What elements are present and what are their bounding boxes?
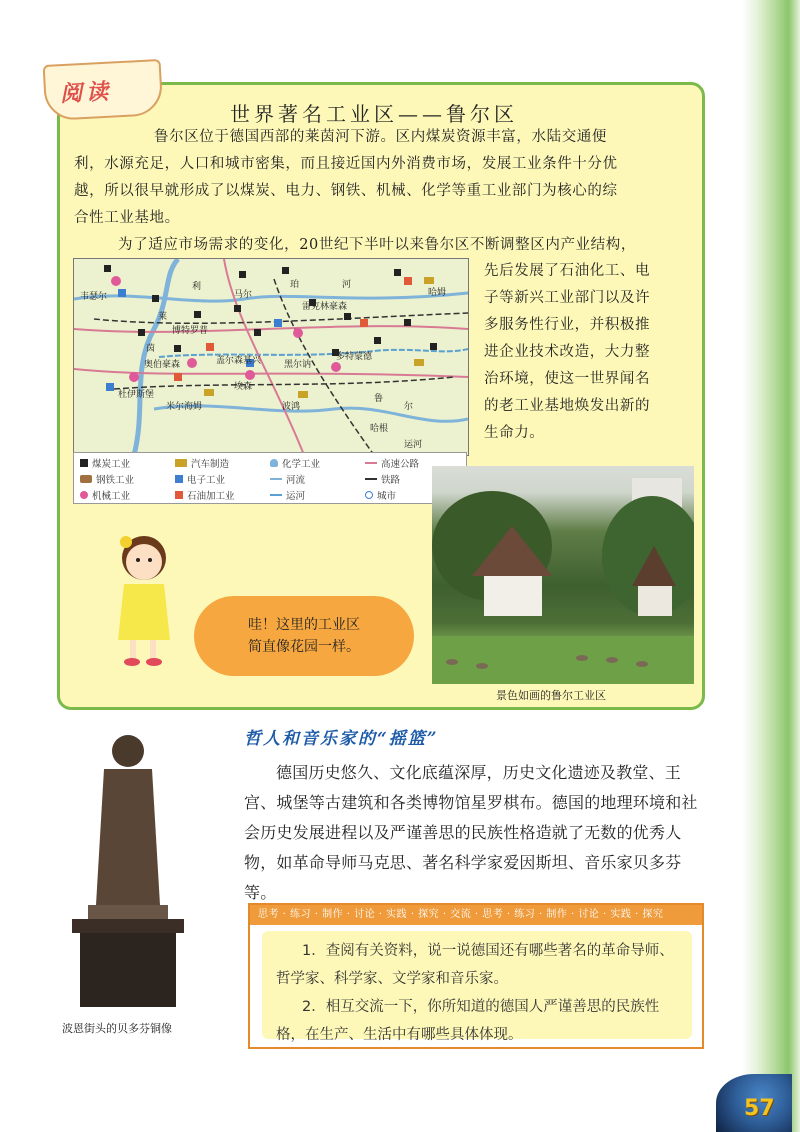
legend-label: 电子工业 <box>187 475 226 486</box>
map-label-hamm: 哈姆 <box>428 287 447 297</box>
map-label-mulheim: 米尔海姆 <box>166 401 203 411</box>
chemical-symbol <box>270 459 278 467</box>
legend-label: 机械工业 <box>92 491 131 502</box>
car-symbol <box>175 459 187 467</box>
map-label-oberhausen: 奥伯豪森 <box>144 359 181 369</box>
map-label-moers: 韦瑟尔 <box>80 291 108 301</box>
statue-pedestal <box>80 933 176 1007</box>
map-label-duisburg: 杜伊斯堡 <box>118 389 155 399</box>
girl-bow <box>120 536 132 548</box>
map-label-river3: 河 <box>342 279 352 289</box>
city-symbol <box>365 491 373 499</box>
machinery-symbol <box>80 491 88 499</box>
ruhr-landscape-photo <box>432 466 694 684</box>
speech-bubble-text: 哇！这里的工业区 简直像花园一样。 <box>248 617 360 655</box>
reading-paragraph-1 <box>74 124 700 232</box>
map-label-marl: 马尔 <box>234 289 253 299</box>
legend-label: 钢铁工业 <box>96 475 135 486</box>
map-legend <box>73 452 467 504</box>
exercise-inner <box>262 931 692 1043</box>
section-paragraph-text: 德国历史悠久、文化底蕴深厚，历史文化遗迹及教堂、王宫、城堡等古建筑和各类博物馆星罗棋布。德国的地理环境和社会历史发展进程以及严谨善思的民族性格造就了无数的优秀人物，如革命导师马克思、著名科学家爱因斯坦、音乐家贝多芬等。 <box>244 763 698 902</box>
speech-bubble <box>194 596 414 676</box>
ruhr-photo-illustration <box>432 466 694 684</box>
canal-symbol <box>270 494 282 496</box>
side-line: 先后发展了石油化工、电 <box>484 263 651 279</box>
ruhr-map <box>73 258 469 456</box>
section-paragraph <box>244 758 704 908</box>
legend-item <box>270 455 365 471</box>
legend-label: 铁路 <box>381 475 401 486</box>
map-label-river7: 尔 <box>404 401 414 411</box>
statue-plinth-top <box>88 905 168 919</box>
cartoon-girl <box>104 528 174 668</box>
railway-line-2 <box>114 377 454 389</box>
legend-label: 汽车制造 <box>191 459 230 470</box>
exercise-item-2: 2．相互交流一下，你所知道的德国人严谨善思的民族性格，在生产、生活中有哪些具体体现。 <box>276 999 660 1043</box>
legend-item <box>270 471 365 487</box>
page-number: 57 <box>744 1096 775 1121</box>
legend-label: 河流 <box>286 475 306 486</box>
statue-caption: 波恩街头的贝多芬铜像 <box>62 1022 172 1035</box>
river-symbol <box>270 478 282 480</box>
legend-item <box>175 455 270 471</box>
beethoven-statue-image <box>66 725 190 1015</box>
statue-illustration <box>66 725 190 1015</box>
steel-symbol <box>80 475 92 483</box>
railway-symbol <box>365 478 377 480</box>
map-label-canal: 运河 <box>404 439 423 449</box>
legend-label: 煤炭工业 <box>92 459 131 470</box>
reading-title: 世界著名工业区——鲁尔区 <box>230 102 518 126</box>
reading-badge <box>43 59 164 121</box>
legend-label: 石油加工业 <box>187 491 235 502</box>
para1-line-2: 利，水源充足，人口和城市密集，而且接近国内外消费市场，发展工业条件十分优 <box>74 156 618 172</box>
oil-symbol <box>175 491 183 499</box>
legend-label: 化学工业 <box>282 459 321 470</box>
reading-side-text <box>484 258 694 447</box>
para1-line-1: 鲁尔区位于德国西部的莱茵河下游。区内煤炭资源丰富，水陆交通便 <box>154 129 607 145</box>
side-line: 进企业技术改造，大力整 <box>484 344 651 360</box>
map-label-herne: 黑尔讷 <box>284 359 312 369</box>
map-label-river2: 珀 <box>290 279 300 289</box>
motorway-symbol <box>365 462 377 464</box>
statue-cornice <box>72 919 184 933</box>
decorative-green-stripe <box>742 0 800 1132</box>
map-label-gelsenkirchen: 盖尔森基兴 <box>216 355 262 365</box>
exercise-item-1: 1．查阅有关资料，说一说德国还有哪些著名的革命导师、哲学家、科学家、文学家和音乐家。 <box>276 943 674 987</box>
side-line: 子等新兴工业部门以及许 <box>484 290 651 306</box>
map-label-dortmund: 多特蒙德 <box>336 351 373 361</box>
map-label-river4: 莱 <box>158 311 168 321</box>
statue-body <box>96 769 160 905</box>
canal-line <box>159 349 468 357</box>
meadow <box>432 636 694 684</box>
reading-paragraph-2-line: 为了适应市场需求的变化，20世纪下半叶以来鲁尔区不断调整区内产业结构， <box>118 237 636 253</box>
side-line: 的老工业基地焕发出新的 <box>484 398 651 414</box>
para1-line-3: 越，所以很早就形成了以煤炭、电力、钢铁、机械、化学等重工业部门为核心的综 <box>74 183 618 199</box>
side-line: 治环境，使这一世界闻名 <box>484 371 651 387</box>
legend-label: 高速公路 <box>381 459 420 470</box>
legend-item <box>175 471 270 487</box>
map-label-river5: 茵 <box>146 343 156 353</box>
cartoon-girl-illustration <box>104 528 174 668</box>
map-label-river1: 利 <box>192 281 202 291</box>
legend-item <box>270 487 365 503</box>
legend-label: 运河 <box>286 491 306 502</box>
legend-item <box>80 455 175 471</box>
photo-caption: 景色如画的鲁尔工业区 <box>496 689 606 702</box>
girl-dress <box>118 584 170 640</box>
statue-head <box>112 735 144 767</box>
para1-line-4: 合性工业基地。 <box>74 210 180 226</box>
girl-face <box>126 544 162 580</box>
map-label-river6: 鲁 <box>374 393 384 403</box>
legend-item <box>80 487 175 503</box>
electronics-symbol <box>175 475 183 483</box>
legend-item <box>80 471 175 487</box>
house-wall-2 <box>638 586 672 616</box>
map-label-recklinghausen: 雷克林豪森 <box>302 301 348 311</box>
map-label-bottrop: 博特罗普 <box>172 325 209 335</box>
ruhr-map-svg <box>74 259 468 455</box>
river-lippe <box>74 293 468 301</box>
side-line: 多服务性行业，并积极推 <box>484 317 651 333</box>
legend-item <box>175 487 270 503</box>
legend-label: 城市 <box>377 491 397 502</box>
side-line: 生命力。 <box>484 425 545 441</box>
map-label-essen: 埃森 <box>234 381 253 391</box>
house-wall <box>484 576 542 616</box>
coal-symbol <box>80 459 88 467</box>
motorway-line-3 <box>74 326 468 332</box>
exercise-box <box>248 903 704 1049</box>
exercise-header: 思考 · 练习 · 制作 · 讨论 · 实践 · 探究 · 交流 · 思考 · 练习 · 制作 · 讨论 · 实践 · 探究 <box>250 905 702 925</box>
section-title: 哲人和音乐家的“摇篮” <box>244 729 439 749</box>
map-label-hagen: 哈根 <box>370 423 389 433</box>
reading-badge-label: 阅读 <box>59 78 113 107</box>
map-label-bochum: 波鸿 <box>282 401 301 411</box>
